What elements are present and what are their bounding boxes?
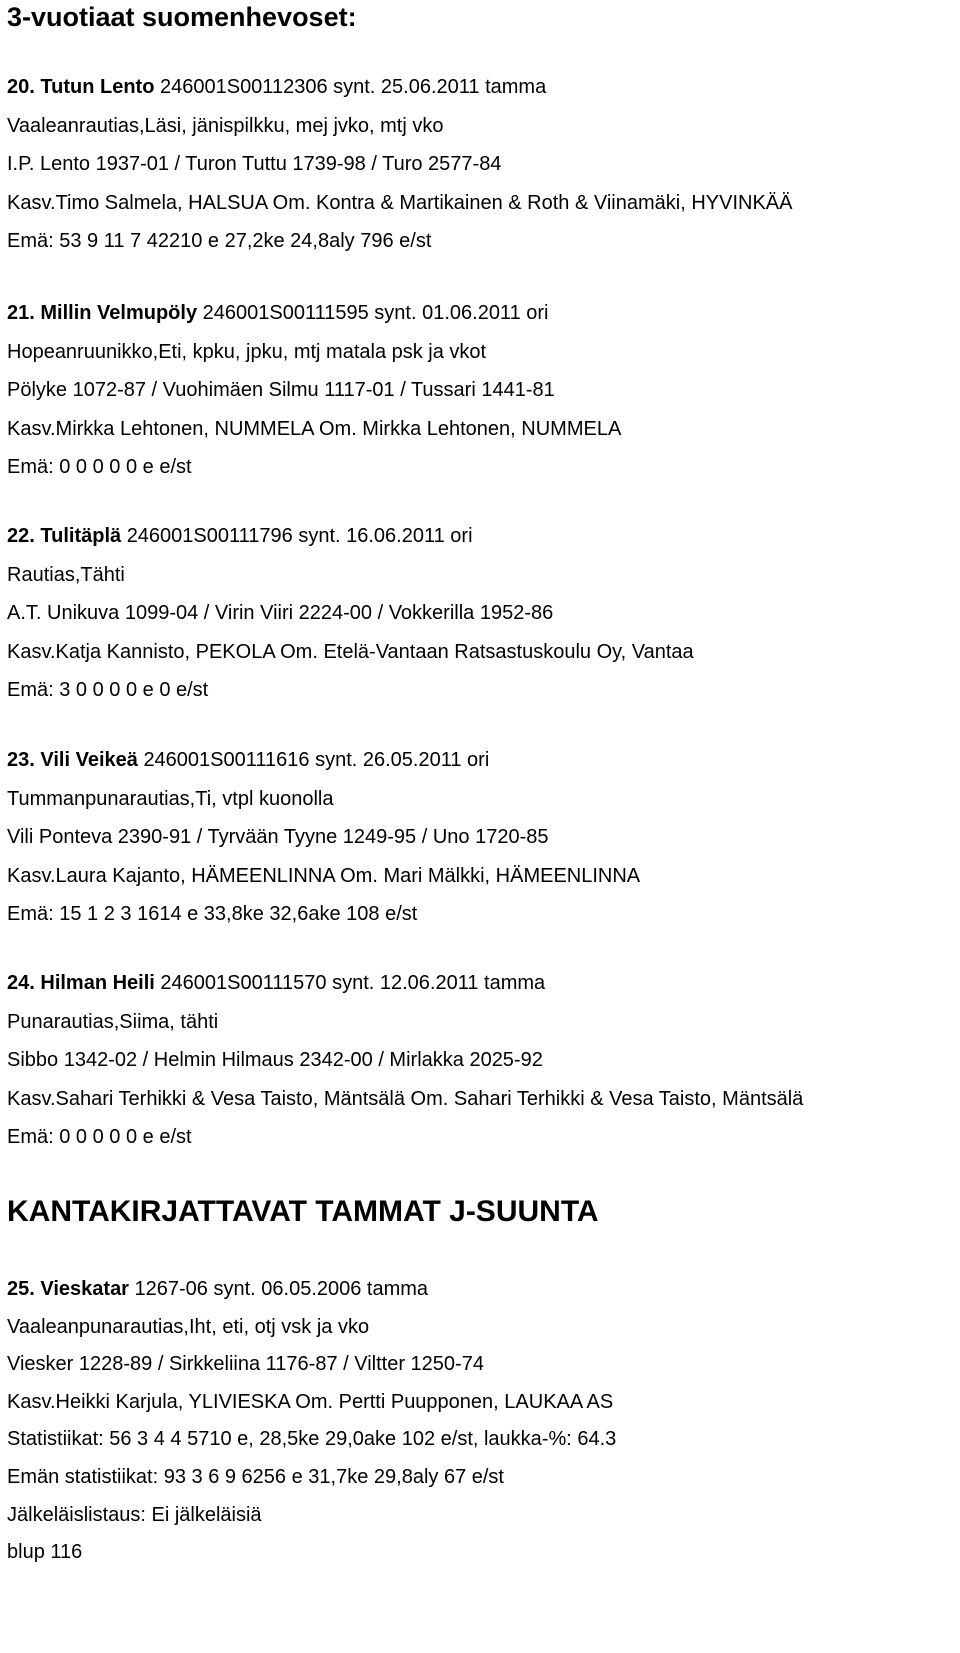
blup-value: blup 116 (7, 1541, 83, 1564)
entry-title-line (7, 1271, 957, 1309)
dam-statistics: Emä: 15 1 2 3 1614 e 33,8ke 32,6ake 108 e/st (7, 903, 418, 926)
breeder-owner: Kasv.Laura Kajanto, HÄMEENLINNA Om. Mari Mälkki, HÄMEENLINNA (7, 864, 641, 887)
pedigree: I.P. Lento 1937-01 / Turon Tuttu 1739-98 / Turo 2577-84 (7, 153, 502, 176)
color-markings: Hopeanruunikko,Eti, kpku, jpku, mtj matala psk ja vkot (7, 340, 487, 363)
color-markings: Vaaleanpunarautias,Iht, eti, otj vsk ja vko (7, 1315, 370, 1338)
horse-name: Tutun Lento (40, 76, 155, 98)
horse-entry-25 (7, 1271, 957, 1572)
pedigree: Vili Ponteva 2390-91 / Tyrvään Tyyne 1249-95 / Uno 1720-85 (7, 826, 549, 849)
entry-number: 24. (7, 972, 35, 994)
entry-title-line (7, 741, 957, 780)
dam-statistics: Emä: 3 0 0 0 0 e 0 e/st (7, 679, 209, 702)
horse-entry-20 (7, 68, 957, 261)
pedigree: A.T. Unikuva 1099-04 / Virin Viiri 2224-00 / Vokkerilla 1952-86 (7, 602, 554, 625)
horse-entry-22 (7, 517, 957, 710)
horse-name: Tulitäplä (40, 525, 122, 547)
entry-title-line (7, 517, 957, 556)
dam-statistics: Emä: 0 0 0 0 0 e e/st (7, 456, 192, 479)
entry-title-line (7, 964, 957, 1003)
entry-number: 23. (7, 749, 35, 771)
page-heading: 3-vuotiaat suomenhevoset: (7, 2, 357, 32)
horse-name: Millin Velmupöly (40, 302, 198, 324)
breeder-owner: Kasv.Mirkka Lehtonen, NUMMELA Om. Mirkka Lehtonen, NUMMELA (7, 417, 622, 440)
color-markings: Rautias,Tähti (7, 563, 125, 586)
dam-statistics: Emä: 53 9 11 7 42210 e 27,2ke 24,8aly 796 e/st (7, 230, 432, 253)
registration-info: 246001S00111796 synt. 16.06.2011 ori (126, 525, 473, 547)
race-statistics: Statistiikat: 56 3 4 4 5710 e, 28,5ke 29,0ake 102 e/st, laukka-%: 64.3 (7, 1428, 617, 1451)
horse-entry-23 (7, 741, 957, 934)
registration-info: 246001S00112306 synt. 25.06.2011 tamma (159, 76, 547, 98)
breeder-owner: Kasv.Heikki Karjula, YLIVIESKA Om. Pertti Puupponen, LAUKAA AS (7, 1390, 614, 1413)
horse-name: Vili Veikeä (40, 749, 138, 771)
dam-statistics: Emän statistiikat: 93 3 6 9 6256 e 31,7ke 29,8aly 67 e/st (7, 1465, 504, 1488)
entry-number: 22. (7, 525, 35, 547)
breeder-owner: Kasv.Timo Salmela, HALSUA Om. Kontra & Martikainen & Roth & Viinamäki, HYVINKÄÄ (7, 191, 793, 214)
horse-name: Vieskatar (40, 1278, 129, 1300)
dam-statistics: Emä: 0 0 0 0 0 e e/st (7, 1126, 192, 1149)
offspring-listing: Jälkeläislistaus: Ei jälkeläisiä (7, 1503, 262, 1526)
registration-info: 246001S00111595 synt. 01.06.2011 ori (202, 302, 549, 324)
entry-number: 21. (7, 302, 35, 324)
horse-entry-21 (7, 294, 957, 487)
color-markings: Vaaleanrautias,Läsi, jänispilkku, mej jvko, mtj vko (7, 114, 444, 137)
registration-info: 1267-06 synt. 06.05.2006 tamma (134, 1278, 429, 1300)
color-markings: Tummanpunarautias,Ti, vtpl kuonolla (7, 787, 334, 810)
entry-number: 20. (7, 76, 35, 98)
registration-info: 246001S00111570 synt. 12.06.2011 tamma (160, 972, 546, 994)
pedigree: Pölyke 1072-87 / Vuohimäen Silmu 1117-01 / Tussari 1441-81 (7, 379, 555, 402)
entry-title-line (7, 294, 957, 333)
entry-title-line (7, 68, 957, 107)
horse-name: Hilman Heili (40, 972, 155, 994)
registration-info: 246001S00111616 synt. 26.05.2011 ori (143, 749, 490, 771)
horse-entry-24 (7, 964, 957, 1157)
entry-number: 25. (7, 1278, 35, 1300)
pedigree: Sibbo 1342-02 / Helmin Hilmaus 2342-00 / Mirlakka 2025-92 (7, 1049, 543, 1072)
color-markings: Punarautias,Siima, tähti (7, 1010, 219, 1033)
breeder-owner: Kasv.Sahari Terhikki & Vesa Taisto, Mäntsälä Om. Sahari Terhikki & Vesa Taisto, Mäntsälä (7, 1087, 804, 1110)
pedigree: Viesker 1228-89 / Sirkkeliina 1176-87 / Viltter 1250-74 (7, 1353, 484, 1376)
section-heading: KANTAKIRJATTAVAT TAMMAT J-SUUNTA (7, 1195, 599, 1228)
breeder-owner: Kasv.Katja Kannisto, PEKOLA Om. Etelä-Vantaan Ratsastuskoulu Oy, Vantaa (7, 640, 694, 663)
